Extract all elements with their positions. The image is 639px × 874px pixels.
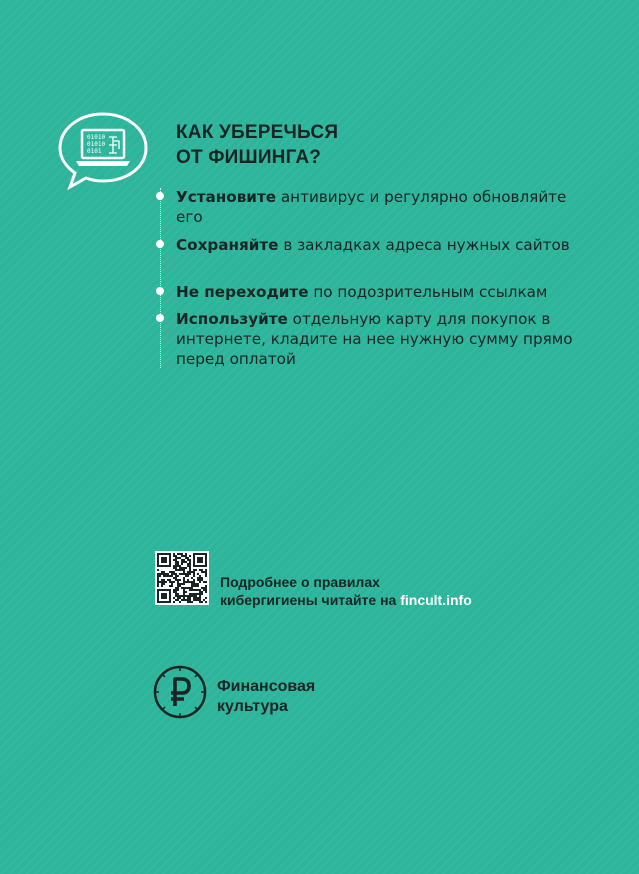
tip-bold: Не переходите — [176, 283, 309, 301]
title-line-1: КАК УБЕРЕЧЬСЯ — [176, 122, 339, 143]
tip-bold: Используйте — [176, 310, 288, 328]
title-line-2: ОТ ФИШИНГА? — [176, 147, 322, 168]
tip-text: антивирус и регулярно обновляйте его — [176, 188, 567, 226]
tip-item — [176, 309, 596, 369]
page-title — [176, 120, 338, 170]
laptop-binary-icon — [56, 111, 150, 191]
bullet-dot-icon — [156, 287, 164, 295]
tip-text: в закладках адреса нужных сайтов — [278, 236, 570, 254]
timeline-line — [160, 188, 161, 368]
brand-line-1: Финансовая — [217, 678, 316, 695]
bullet-dot-icon — [156, 192, 164, 200]
qr-code-icon — [155, 551, 209, 605]
brand-line-2: культура — [217, 698, 288, 715]
more-line-2: кибергигиены читайте на — [220, 592, 401, 608]
tip-item — [176, 282, 596, 302]
bullet-dot-icon — [156, 240, 164, 248]
tip-bold: Сохраняйте — [176, 236, 279, 254]
more-line-1: Подробнее о правилах — [220, 574, 380, 590]
tip-text: отдельную карту для покупок в интернете, кладите на нее нужную сумму прямо перед оплатой — [176, 310, 573, 368]
brand-name — [217, 677, 315, 717]
tip-text: по подозрительным ссылкам — [308, 283, 548, 301]
svg-text:0101: 0101 — [87, 148, 102, 155]
tip-item — [176, 187, 596, 227]
more-info-text — [220, 573, 472, 609]
tip-bold: Установите — [176, 188, 277, 206]
bullet-dot-icon — [156, 314, 164, 322]
svg-text:01010: 01010 — [87, 141, 106, 148]
ruble-clock-logo-icon — [152, 664, 208, 720]
fincult-link[interactable]: fincult.info — [400, 592, 472, 608]
tip-item — [176, 235, 596, 255]
svg-text:01010: 01010 — [87, 134, 106, 141]
